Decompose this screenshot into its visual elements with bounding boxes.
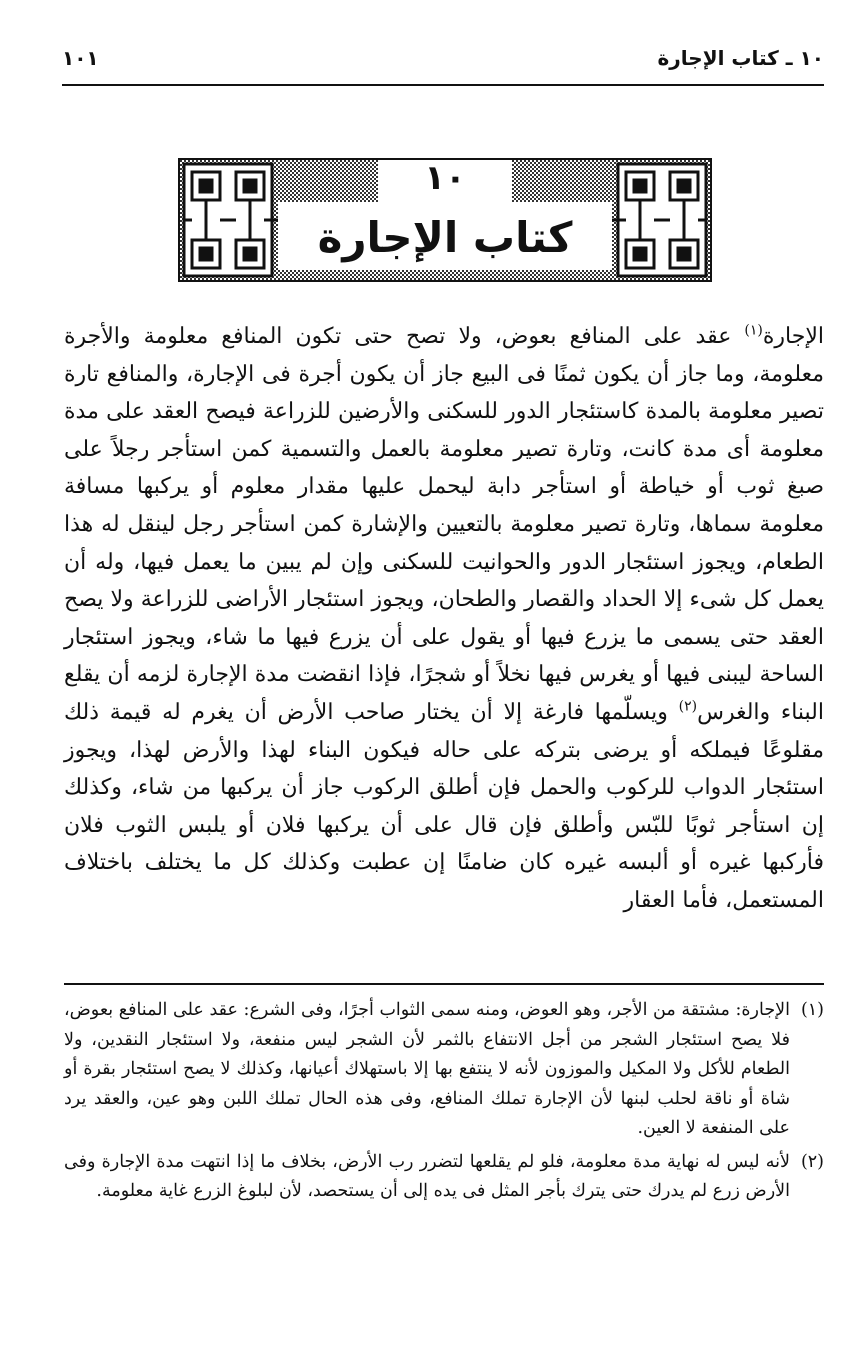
chapter-title-ornament <box>178 158 712 282</box>
page-number: ١٠١ <box>62 46 99 70</box>
footnote-ref-2: (٢) <box>678 698 698 715</box>
footnote-ref-1: (١) <box>744 322 763 339</box>
footnote-text: لأنه ليس له نهاية مدة معلومة، فلو لم يقلعها لتضرر رب الأرض، بخلاف ما إذا انتهت مدة الإجارة وفى الأرض زرع لم يدرك حتى يترك بأجر المثل فى يده إلى أن يستحصد، لأن لبلوغ الزرع غاية معلومة. <box>64 1151 790 1201</box>
footnote-text: الإجارة: مشتقة من الأجر، وهو العوض، ومنه سمى الثواب أجرًا، وفى الشرع: عقد على المنافع بعوض، فلا يصح استئجار الشجر من أجل الانتفاع بالثمر لأن الشجر ليس منفعة، ولا استئجار النقدين، ولا الطعام للأكل ولا المكيل والموزون لأنه لا ينتفع بها إلا باستهلاك أعيانها، وكذلك لا يصح استئجار بقرة أو شاة أو ناقة لحلب لبنها لأن الإجارة تملك المنافع، وفى هذه الحال تملك اللبن وهو عين، والعقد يرد على المنفعة لا العين. <box>64 1000 790 1138</box>
lead-word: الإجارة <box>762 324 824 349</box>
body-text-part-1: عقد على المنافع بعوض، ولا تصح حتى تكون المنافع معلومة والأجرة معلومة، وما جاز أن يكون ثمنًا فى البيع جاز أن يكون أجرة فى الإجارة، والمنافع تارة تصير معلومة بالمدة كاستئجار الدور للسكنى والأرضين للزراعة فيصح العقد على مدة معلومة أى مدة كانت، وتارة تصير معلومة بالعمل والتسمية كمن استأجر رجلاً على صبغ ثوب أو خياطة أو استأجر دابة ليحمل عليها مقدار معلوم أو يركبها مسافة معلومة سماها، وتارة تصير معلومة بالتعيين والإشارة كمن استأجر رجل لينقل له هذا الطعام، ويجوز استئجار الدور والحوانيت للسكنى وإن لم يبين ما يعمل فيها، وله أن يعمل كل شىء إلا الحداد والقصار والطحان، ويجوز استئجار الأراضى للزراعة ولا يصح العقد حتى يسمى ما يزرع فيها أو يقول على أن يزرع فيها ما شاء، ويجوز استئجار الساحة ليبنى فيها أو يغرس فيها نخلاً أو شجرًا، فإذا انقضت مدة الإجارة لزمه أن يقلع البناء والغرس <box>64 324 824 725</box>
chapter-number: ١٠ <box>424 158 466 198</box>
running-head-chapter-title: ١٠ ـ كتاب الإجارة <box>657 46 824 70</box>
footnote <box>64 996 824 1144</box>
body-paragraph <box>64 318 824 920</box>
footnote <box>64 1148 824 1207</box>
chapter-title: كتاب الإجارة <box>317 213 573 262</box>
footnote-separator <box>64 983 824 985</box>
footnote-marker: (٢) <box>800 1151 824 1172</box>
running-head <box>62 40 824 86</box>
footnotes <box>64 996 824 1211</box>
body-text-part-2: ويسلّمها فارغة إلا أن يختار صاحب الأرض أن يغرم له قيمة ذلك مقلوعًا فيملكه أو يرضى بتركه على حاله فيكون البناء لهذا والأرض لهذا، ويجوز استئجار الدواب للركوب والحمل فإن أطلق الركوب جاز أن يركبها من شاء، وكذلك إن استأجر ثوبًا للبّس وأطلق فإن قال على أن يركبها فلان أو يلبس الثوب فلان فأركبها غيره أو ألبسه غيره كان ضامنًا إن عطبت وكذلك كل ما يختلف باختلاف المستعمل، فأما العقار <box>64 699 824 913</box>
footnote-marker: (١) <box>800 1000 824 1020</box>
